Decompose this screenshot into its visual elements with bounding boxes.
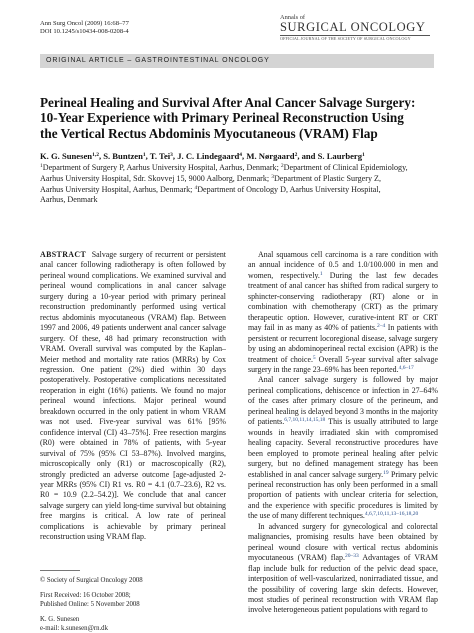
affiliations	[40, 163, 440, 206]
corresponding-author: K. G. Sunesen	[40, 616, 80, 623]
body-paragraph	[248, 250, 438, 375]
abstract-label: ABSTRACT	[40, 250, 87, 259]
author-name: S. Laurberg	[317, 151, 363, 161]
body-span: During the last few decades treatment of anal cancer has shifted from radical surgery to sphincter-conserving radiotherapy (RT) alone or in combination with chemotherapy (CRT) as the primary therapeutic option. However, curative-intent RT or CRT may fail in as many as 40% of patients.	[248, 270, 438, 333]
body-span: This is usually attributed to large wounds in heavily irradiated skin with compromised healing capacity. Several reconstructive procedures have been employed to promote perineal healing after pelvic surgery, but no defined management strategy has been established in anal cancer salvage surgery.	[248, 417, 439, 479]
abstract	[40, 250, 226, 543]
author-sep: ,	[242, 151, 247, 161]
journal-annals: Annals of	[280, 14, 306, 21]
affiliation-text: Aarhus University Hospital, Aarhus, Denmark;	[40, 184, 195, 194]
author-name: M. Nørgaard	[246, 151, 295, 161]
reference-link[interactable]: 6,7,10,11,14,15,18	[284, 417, 326, 424]
journal-citation: Ann Surg Oncol (2009) 16:68–77	[40, 20, 129, 27]
author-affil: 3	[170, 152, 173, 158]
journal-name: SURGICAL ONCOLOGY	[280, 21, 430, 36]
section-banner: ORIGINAL ARTICLE – GASTROINTESTINAL ONCOLOGY	[40, 54, 434, 68]
author-list	[40, 151, 440, 161]
author-sep: ,	[145, 151, 150, 161]
reference-link[interactable]: 4,6,7,10,11,13–16,18,20	[364, 511, 419, 518]
reference-link[interactable]: 20–33	[344, 553, 359, 560]
author-name: S. Buntzen	[103, 151, 143, 161]
body-span: In advanced surgery for gynecological and colorectal malignancies, promising results have been obtained by perineal wound closure with vertical rectus abdominis myocutaneous (VRAM) flap.	[248, 521, 438, 563]
affiliation-text: Aarhus, Denmark	[40, 195, 98, 205]
author-name: T. Tei	[149, 151, 171, 161]
body-paragraph	[248, 375, 438, 521]
affiliation-text: Department of Surgery P, Aarhus University Hospital, Aarhus, Denmark;	[42, 163, 281, 172]
footnotes	[40, 576, 226, 633]
affiliation-text: Department of Plastic Surgery Z,	[273, 173, 382, 183]
affiliation-line	[40, 195, 440, 206]
affil-marker: 3	[271, 173, 274, 180]
body-paragraph	[248, 522, 438, 616]
title-line: 10-Year Experience with Primary Perineal Reconstruction Using	[40, 110, 404, 126]
author-affil: 2	[294, 152, 298, 158]
body-span: Advantages of VRAM flap include bulk for reduction of the pelvic dead space, interposition of well-vascularized, nonirradiated tissue, and the possibility of covering large skin defects. However, most studies of perineal reconstruction with VRAM flap involve heterogeneous patient populations with regard to	[248, 553, 438, 615]
email-link[interactable]: e-mail: k.sunesen@rn.dk	[40, 625, 108, 632]
title-line: the Vertical Rectus Abdominis Myocutaneous (VRAM) Flap	[40, 125, 378, 141]
body-span: In patients with persistent or recurrent locoregional disease, salvage surgery by using an abdominoperineal rectal excision (APR) is the treatment of choice.	[248, 323, 439, 364]
footnote-divider	[40, 570, 80, 571]
reference-link[interactable]: 4,6–17	[398, 364, 414, 371]
author-name: K. G. Sunesen	[40, 151, 93, 161]
affiliation-text: Department of Oncology D, Aarhus University Hospital,	[197, 184, 381, 194]
affiliation-line	[40, 174, 440, 185]
body-text	[248, 250, 438, 616]
author-affil: 1	[362, 152, 365, 158]
reference-link[interactable]: 2–4	[376, 323, 386, 330]
reference-link[interactable]: 19	[383, 469, 389, 476]
body-span: Anal cancer salvage surgery is followed by major perineal complications, dehiscence or infection in 27–64% of the cases after primary closure of the perineum, and perineal healing is delayed beyond 3 months in the majority of patients.	[248, 375, 438, 427]
author-name: J. C. Lindegaard	[177, 151, 240, 161]
author-affil: 1	[142, 152, 146, 158]
affiliation-text: Aarhus University Hospital, Sdr. Skovvej 15, 9000 Aalborg, Denmark;	[40, 173, 272, 183]
affil-marker: 4	[194, 184, 198, 191]
body-span: Anal squamous cell carcinoma is a rare condition with an annual incidence of 0.5 and 1.0/100.000 in men and women, respectively.	[248, 250, 438, 280]
author-sep: , and	[297, 151, 318, 161]
journal-logo	[280, 14, 430, 42]
reference-link[interactable]: 5	[312, 354, 316, 361]
doi: DOI 10.1245/s10434-008-0208-4	[40, 28, 129, 36]
author-sep: ,	[172, 151, 178, 161]
citation-block	[40, 20, 129, 37]
affiliation-line	[40, 185, 440, 196]
affiliation-line	[40, 163, 440, 174]
author-affil: 4	[239, 152, 243, 158]
body-span: Overall 5-year survival after salvage surgery in the range 23–69% has been reported.	[248, 354, 438, 374]
author-affil: 1,2	[92, 152, 99, 158]
abstract-text: Salvage surgery of recurrent or persistent anal cancer following radiotherapy is often followed by perineal wound complications. We examined survival and perineal wound complications in anal cancer salvage surgery during a 10-year period with primary perineal reconstruction predominantly performed using vertical rectus abdominis myocutaneous (VRAM) flap. Between 1997 and 2006, 49 patients underwent anal cancer salvage surgery. Of these, 48 had primary reconstruction with VRAM. Overall survival was computed by the Kaplan–Meier method and mortality rate ratios (MRRs) by Cox regression. One patient (2%) died within 30 days postoperatively. Postoperative complications necessitated reoperation in eight (16%) patients. We found no major perineal wound infections. Major perineal wound breakdown occurred in the only patient in whom VRAM was not used. Five-year survival was 61% [95% confidence interval (CI) 43–75%]. Free resection margins (R0) were obtained in 78% of patients, with 5-year survival of 75% (95% CI 53–87%). Involved margins, microscopically only (R1) or macroscopically (R2), strongly predicted an adverse outcome [age-adjusted 2-year MRRs (95% CI) R1 vs. R0 = 4.1 (0.7–23.6), R2 vs. R0 = 10.9 (2.2–54.2)]. We conclude that anal cancer salvage surgery can yield long-time survival but obtaining free margins is critical. A low rate of perineal complications is achievable by primary perineal reconstruction using VRAM flap.	[40, 250, 226, 542]
copyright: © Society of Surgical Oncology 2008	[40, 577, 143, 584]
body-span: Primary pelvic perineal reconstruction has only been performed in a small proportion of patients with unclear criteria for selection, and the experience with specific procedures is limited by the use of many different techniques.	[248, 469, 438, 521]
paper-title	[40, 95, 440, 141]
affil-marker: 2	[280, 163, 284, 169]
journal-official: OFFICIAL JOURNAL OF THE SOCIETY OF SURGICAL ONCOLOGY	[280, 36, 411, 41]
affiliation-text: Department of Clinical Epidemiology,	[283, 163, 408, 172]
affil-marker: 1	[40, 163, 43, 169]
received-date: First Received: 16 October 2008;	[40, 592, 131, 599]
published-date: Published Online: 5 November 2008	[40, 601, 140, 608]
author-sep: ,	[98, 151, 104, 161]
reference-link[interactable]: 1	[319, 270, 323, 277]
title-line: Perineal Healing and Survival After Anal Cancer Salvage Surgery:	[40, 95, 416, 110]
